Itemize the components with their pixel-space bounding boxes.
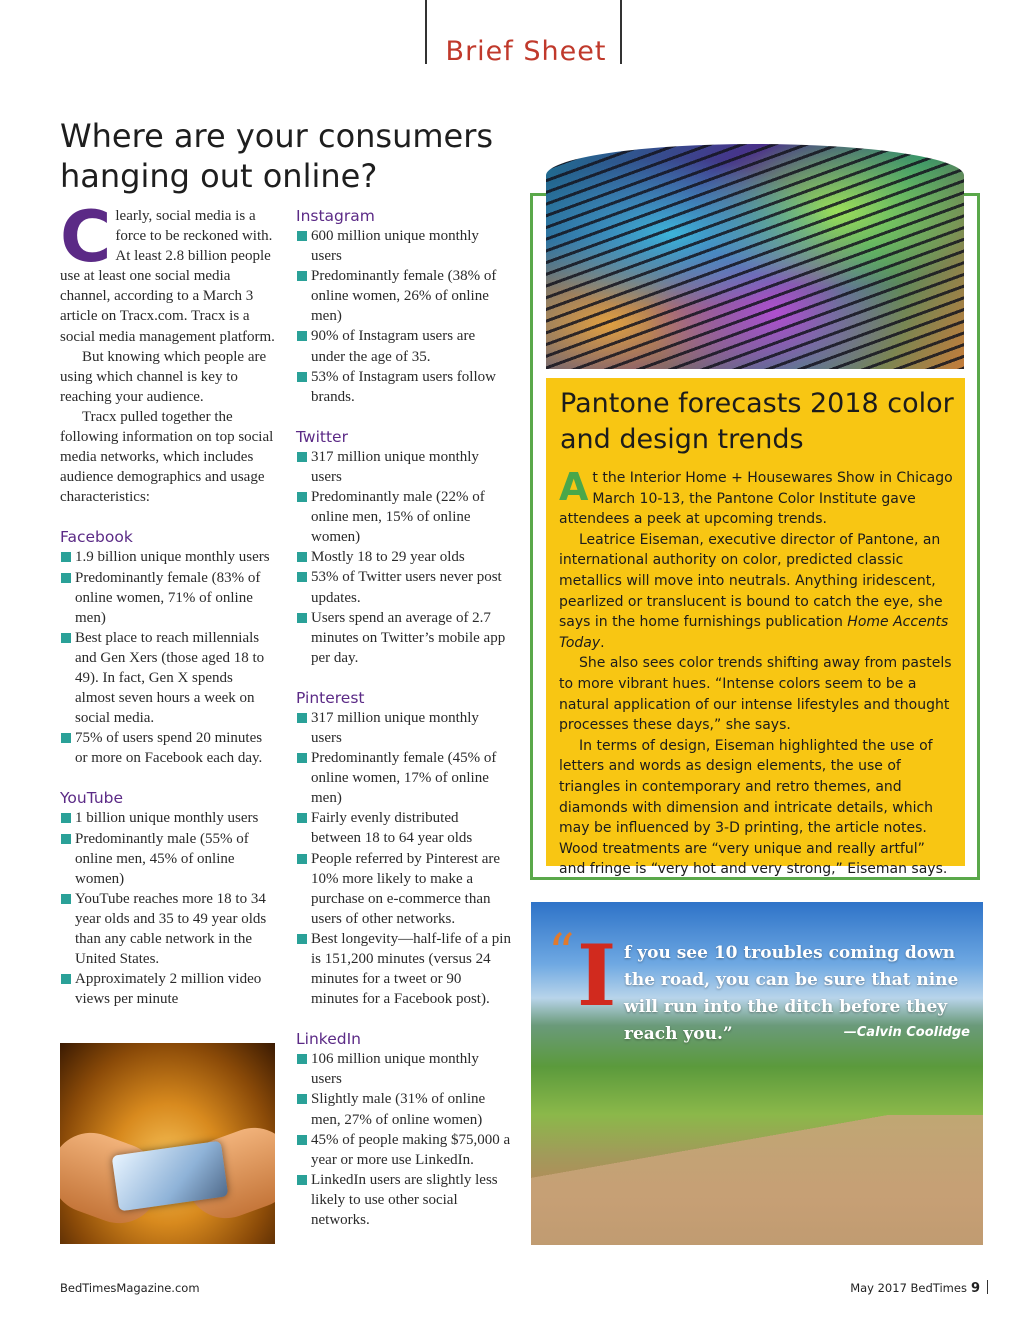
youtube-heading: YouTube [60,789,124,808]
linkedin-heading: LinkedIn [296,1030,361,1049]
list-item: 317 million unique monthly users [296,708,511,748]
abalone-shell-photo [546,144,964,369]
list-item: 45% of people making $75,000 a year or more use LinkedIn. [296,1130,511,1170]
list-item: Best longevity—half-life of a pin is 151,200 minutes (versus 24 minutes for a tweet or 90 minutes for a Facebook post). [296,929,511,1009]
pull-quote: f you see 10 troubles coming down the road, you can be sure that nine will run into the ditch before they reach you.” [624,943,959,1044]
sidebar-paragraph-2 [559,530,955,654]
list-item: People referred by Pinterest are 10% more likely to make a purchase on e-commerce than users of other networks. [296,849,511,929]
footer-site: BedTimesMagazine.com [60,1281,200,1295]
article-column-2 [296,206,511,1230]
list-item: 600 million unique monthly users [296,226,511,266]
footer-issue [850,1281,980,1296]
intro-paragraph-2: But knowing which people are using which channel is key to reaching your audience. [60,348,267,405]
pinterest-list [296,708,511,1009]
sidebar-dropcap: A [559,465,589,509]
twitter-heading: Twitter [296,427,348,446]
dirt-road-shape [531,1115,983,1245]
intro-paragraph-3: Tracx pulled together the following information on top social media networks, which includes audience demographics and usage characteristics: [60,408,274,506]
publication-title: Home Accents Today [559,614,949,651]
sidebar-paragraph-4: In terms of design, Eiseman highlighted the use of letters and words as design elements, the use of triangles in contemporary and retro themes, and diamonds with dimension and intricate details, which may be influenced by 3-D printing, the article notes. Wood treatments are “very unique and really artful” and fringe is “very hot and very strong,” Eiseman says. [559,737,948,878]
linkedin-list [296,1049,511,1230]
list-item: LinkedIn users are slightly less likely to use other social networks. [296,1170,511,1230]
list-item: Predominantly female (45% of online women, 17% of online men) [296,748,511,808]
sidebar-text-1: t the Interior Home + Housewares Show in Chicago March 10-13, the Pantone Color Institute gave attendees a peek at upcoming trends. [559,470,953,528]
list-item: 317 million unique monthly users [296,447,511,487]
sidebar-paragraph-3: She also sees color trends shifting away from pastels to more vibrant hues. “Intense colors seem to be a natural application of our intense lifestyles and thought processes these days,” she says. [559,655,952,734]
list-item: 1.9 billion unique monthly users [60,547,276,567]
footer-issue-text: May 2017 BedTimes [850,1281,967,1295]
sidebar-text-2: Leatrice Eiseman, executive director of Pantone, an international authority on color, predicted classic metallics will move into neutrals. Anything iridescent, pearlized or translucent is bound to catch the eye, she says in the home furnishings publication [559,531,943,631]
facebook-heading: Facebook [60,528,133,547]
header-rule-right [620,0,622,64]
list-item: Best place to reach millennials and Gen Xers (those aged 18 to 49). In fact, Gen X spends almost seven hours a week on social media. [60,628,276,728]
list-item: 53% of Instagram users follow brands. [296,367,511,407]
dropcap: C [60,196,112,278]
list-item: 1 billion unique monthly users [60,808,276,828]
list-item: 75% of users spend 20 minutes or more on Facebook each day. [60,728,276,768]
list-item: Slightly male (31% of online men, 27% of online women) [296,1089,511,1129]
hands-smartphone-photo [60,1043,275,1244]
list-item: Predominantly male (55% of online men, 45% of online women) [60,829,276,889]
facebook-list [60,547,276,768]
youtube-list [60,808,276,1009]
list-item: Predominantly male (22% of online men, 15% of online women) [296,487,511,547]
list-item: Approximately 2 million video views per minute [60,969,276,1009]
list-item: 106 million unique monthly users [296,1049,511,1089]
intro-text-1: learly, social media is a force to be reckoned with. At least 2.8 billion people use at least one social media channel, according to a March 3 article on Tracx.com. Tracx is a social media management platform. [60,208,275,345]
footer-rule [987,1280,988,1294]
sidebar-body [559,465,955,880]
list-item: YouTube reaches more 18 to 34 year olds and 35 to 49 year olds than any cable network in the United States. [60,889,276,969]
quote-attribution: —Calvin Coolidge [843,1025,970,1040]
quote-open-mark: “ [548,924,575,984]
section-label: Brief Sheet [445,36,607,67]
pantone-sidebar [546,378,965,878]
sidebar-paragraph-1 [559,465,955,530]
instagram-list [296,226,511,407]
sidebar-text-2-end: . [600,634,605,651]
list-item: Predominantly female (83% of online women, 71% of online men) [60,568,276,628]
article-headline: Where are your consumers hanging out online? [60,117,494,195]
list-item: 90% of Instagram users are under the age of 35. [296,326,511,366]
header-rule-left [425,0,427,64]
list-item: Mostly 18 to 29 year olds [296,547,511,567]
article-column-1 [60,196,276,1009]
list-item: Fairly evenly distributed between 18 to 64 year olds [296,808,511,848]
list-item: Users spend an average of 2.7 minutes on Twitter’s mobile app per day. [296,608,511,668]
instagram-heading: Instagram [296,207,375,225]
quote-initial: I [577,926,617,1025]
list-item: Predominantly female (38% of online women, 26% of online men) [296,266,511,326]
list-item: 53% of Twitter users never post updates. [296,567,511,607]
intro-paragraph-1 [60,196,276,347]
twitter-list [296,447,511,668]
sidebar-headline: Pantone forecasts 2018 color and design trends [560,388,954,455]
pinterest-heading: Pinterest [296,688,365,707]
page-number: 9 [970,1281,980,1296]
